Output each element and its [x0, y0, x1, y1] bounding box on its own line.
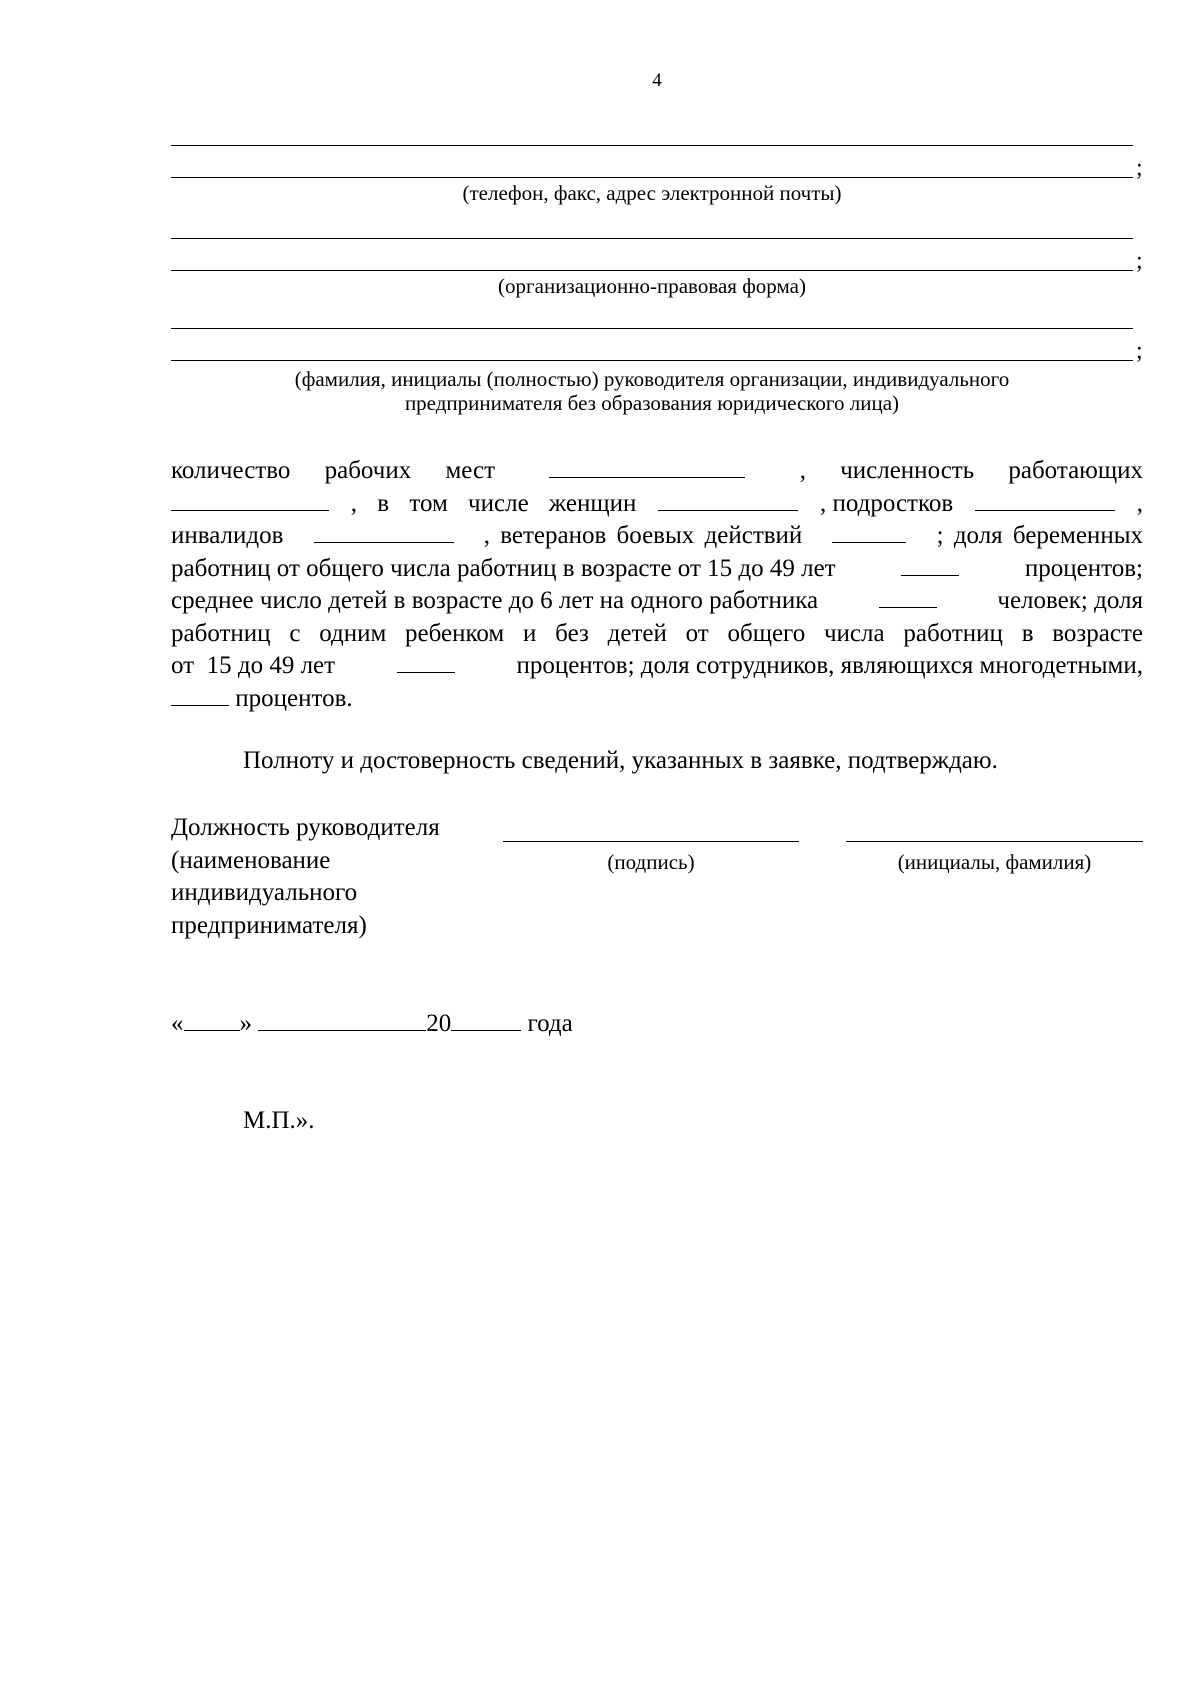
paragraph-line-8: процентов. — [171, 683, 1143, 716]
workplaces-field[interactable] — [549, 455, 745, 478]
legal-form-caption: (организационно-правовая форма) — [498, 274, 806, 298]
large-family-share-field[interactable] — [171, 683, 229, 706]
workforce-paragraph — [171, 455, 1143, 715]
head-name-line-1[interactable] — [171, 328, 1133, 329]
veterans-field[interactable] — [832, 520, 906, 543]
month-field[interactable] — [258, 1008, 426, 1031]
contacts-block — [171, 130, 1143, 210]
stamp-placeholder: М.П.». — [243, 1107, 315, 1134]
confirmation-text: Полноту и достоверность сведений, указанных в заявке, подтверждаю. — [243, 747, 998, 774]
position-label: Должность руководителя (наименование индивидуального предпринимателя) — [171, 814, 440, 939]
contacts-line-2[interactable] — [171, 177, 1133, 178]
employees-field[interactable] — [171, 488, 329, 511]
legal-form-block — [171, 223, 1143, 303]
semicolon: ; — [1136, 248, 1143, 274]
teenagers-field[interactable] — [975, 488, 1115, 511]
paragraph-line-6: работниц с одним ребенком и без детей от общего числа работниц в возрасте — [171, 619, 1143, 647]
head-name-block — [171, 313, 1143, 423]
year-field[interactable] — [451, 1008, 521, 1031]
legal-form-line-1[interactable] — [171, 238, 1133, 239]
paragraph-line-7: от 15 до 49 лет процентов; доля сотрудников, являющихся многодетными, — [171, 652, 1143, 679]
children-count-field[interactable] — [879, 585, 937, 608]
one-child-share-field[interactable] — [397, 650, 455, 673]
head-name-caption-line-1: (фамилия, инициалы (полностью) руководителя организации, индивидуального — [294, 367, 1010, 391]
signature-caption: (подпись) — [607, 850, 695, 874]
initials-surname-caption: (инициалы, фамилия) — [897, 850, 1092, 874]
contacts-caption: (телефон, факс, адрес электронной почты) — [462, 181, 842, 205]
initials-surname-field[interactable] — [846, 841, 1143, 842]
paragraph-line-1: количество рабочих мест , численность работающих — [171, 457, 1143, 484]
semicolon: ; — [1136, 155, 1143, 181]
legal-form-line-2[interactable] — [171, 270, 1133, 271]
women-field[interactable] — [658, 488, 798, 511]
contacts-line-1[interactable] — [171, 145, 1133, 146]
date-line: « » 20 года — [171, 1010, 573, 1037]
head-name-caption-line-2: предпринимателя без образования юридического лица) — [404, 391, 900, 415]
paragraph-line-4: работниц от общего числа работниц в возрасте от 15 до 49 лет процентов; — [171, 554, 1143, 582]
page-number: 4 — [652, 70, 662, 91]
disabled-field[interactable] — [314, 520, 454, 543]
paragraph-line-2: , в том числе женщин , подростков , — [171, 488, 1143, 521]
paragraph-line-3: инвалидов , ветеранов боевых действий ; доля беременных — [171, 522, 1143, 549]
head-name-line-2[interactable] — [171, 360, 1133, 361]
day-field[interactable] — [184, 1008, 240, 1031]
semicolon: ; — [1136, 338, 1143, 364]
pregnant-share-field[interactable] — [901, 553, 959, 576]
paragraph-line-5: среднее число детей в возрасте до 6 лет на одного работника человек; доля — [171, 587, 1143, 614]
signature-field[interactable] — [503, 841, 799, 842]
